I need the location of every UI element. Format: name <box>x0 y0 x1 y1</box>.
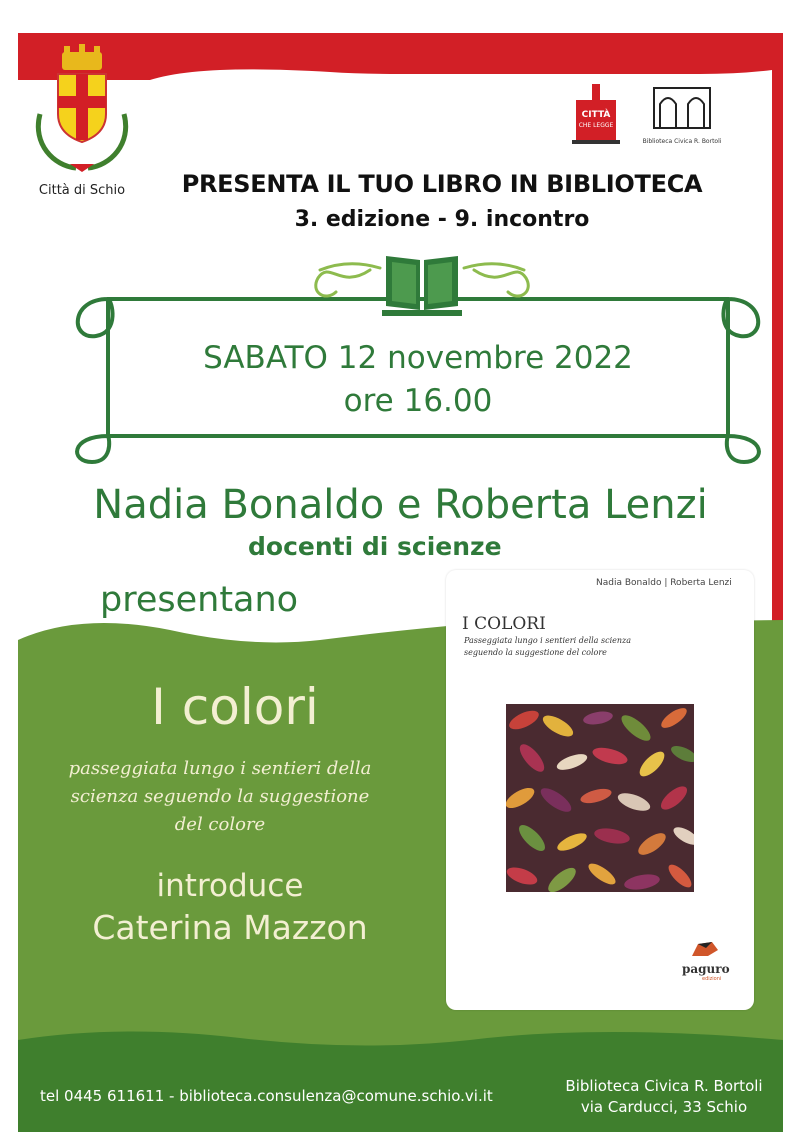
footer-library-address: via Carducci, 33 Schio <box>580 1098 748 1116</box>
intro-label: introduce <box>156 868 304 904</box>
publisher-logo <box>682 940 742 990</box>
presentano-label: presentano <box>100 580 299 620</box>
citta-logo-line-2: CHE LEGGE <box>578 122 614 129</box>
cover-authors: Nadia Bonaldo | Roberta Lenzi <box>596 578 732 588</box>
page-subtitle: 3. edizione - 9. incontro <box>294 207 590 232</box>
publisher-name: paguro <box>682 962 730 976</box>
author-names: Nadia Bonaldo e Roberta Lenzi <box>93 482 708 528</box>
book-subtitle-line-2: scienza seguendo la suggestione <box>70 786 370 807</box>
book-title: I colori <box>151 678 319 736</box>
date-frame <box>77 299 759 462</box>
book-subtitle-line-3: del colore <box>174 814 266 835</box>
intro-name: Caterina Mazzon <box>92 908 368 947</box>
book-icon <box>382 250 462 320</box>
book-cover <box>446 570 754 1010</box>
coat-of-arms <box>26 44 138 184</box>
cover-title: I COLORI <box>462 614 546 634</box>
city-label: Città di Schio <box>38 183 126 198</box>
event-time: ore 16.00 <box>343 383 493 419</box>
cover-subtitle-line-1: Passeggiata lungo i sentieri della scienza <box>464 636 632 645</box>
footer-library-name: Biblioteca Civica R. Bortoli <box>565 1077 763 1095</box>
event-date: SABATO 12 novembre 2022 <box>203 340 633 376</box>
citta-che-legge-logo <box>570 80 622 146</box>
page-title: PRESENTA IL TUO LIBRO IN BIBLIOTECA <box>181 170 703 198</box>
citta-logo-line-1: CITTÀ <box>581 110 611 120</box>
biblioteca-logo <box>640 82 724 146</box>
book-subtitle-line-1: passeggiata lungo i sentieri della <box>68 758 372 779</box>
biblioteca-logo-text: Biblioteca Civica R. Bortoli <box>642 138 722 145</box>
arches-icon <box>640 82 724 130</box>
coat-of-arms-icon <box>26 44 138 184</box>
author-role: docenti di scienze <box>248 532 502 561</box>
cover-leaves-photo <box>506 704 694 892</box>
publisher-sub: edizioni <box>702 976 722 982</box>
crab-icon <box>688 940 728 958</box>
footer-contact[interactable]: tel 0445 611611 - biblioteca.consulenza@comune.schio.vi.it <box>40 1087 493 1105</box>
cover-subtitle-line-2: seguendo la suggestione del colore <box>464 648 607 657</box>
